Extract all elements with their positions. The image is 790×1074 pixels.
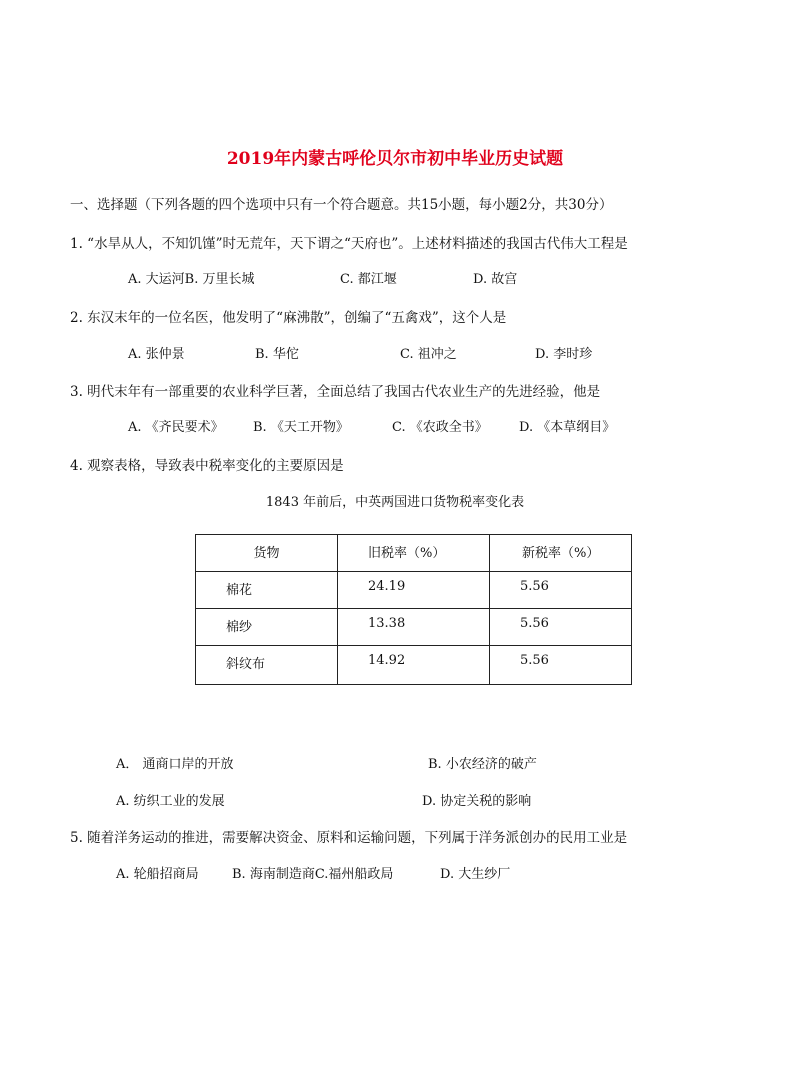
table-cell: 5.56 (490, 572, 632, 609)
table-cell: 棉纱 (196, 609, 338, 646)
table-row (196, 646, 632, 685)
table-cell: 棉花 (196, 572, 338, 609)
table-cell: 24.19 (338, 572, 490, 609)
tax-rate-table (195, 534, 632, 685)
question-5-stem: 5. 随着洋务运动的推进，需要解决资金、原料和运输问题，下列属于洋务派创办的民用工业是 (70, 830, 628, 846)
page-title: 2019年内蒙古呼伦贝尔市初中毕业历史试题 (226, 149, 564, 169)
question-2-stem: 2. 东汉末年的一位名医，他发明了“麻沸散”，创编了“五禽戏”，这个人是 (70, 310, 507, 326)
question-4-option-b: B. 小农经济的破产 (428, 757, 537, 772)
question-5-option-bc: B. 海南制造商C.福州船政局 (232, 867, 394, 882)
section-heading: 一、选择题（下列各题的四个选项中只有一个符合题意。共15小题，每小题2分，共30分） (70, 197, 613, 213)
question-1-option-d: D. 故宫 (473, 272, 518, 287)
question-1-stem: 1. “水旱从人，不知饥馑”时无荒年，天下谓之“天府也”。上述材料描述的我国古代伟大工程是 (70, 236, 628, 252)
table-header-cell: 旧税率（%） (338, 535, 490, 572)
table-header-cell: 新税率（%） (490, 535, 632, 572)
question-2-option-d: D. 李时珍 (535, 347, 593, 362)
question-1-option-c: C. 都江堰 (340, 272, 397, 287)
table-header-cell: 货物 (196, 535, 338, 572)
table-cell: 14.92 (338, 646, 490, 685)
question-3-stem: 3. 明代末年有一部重要的农业科学巨著，全面总结了我国古代农业生产的先进经验，他是 (70, 384, 601, 400)
question-1-option-ab: A. 大运河B. 万里长城 (128, 272, 255, 287)
question-3-option-c: C. 《农政全书》 (392, 420, 488, 435)
question-4-option-c: A. 纺织工业的发展 (116, 794, 225, 809)
question-5-option-d: D. 大生纱厂 (440, 867, 511, 882)
question-3-option-b: B. 《天工开物》 (253, 420, 349, 435)
question-2-option-b: B. 华佗 (255, 347, 299, 362)
question-2-option-c: C. 祖冲之 (400, 347, 457, 362)
question-5-option-a: A. 轮船招商局 (116, 867, 199, 882)
table-row (196, 609, 632, 646)
question-3-option-d: D. 《本草纲目》 (519, 420, 616, 435)
table-cell: 5.56 (490, 609, 632, 646)
table-cell: 5.56 (490, 646, 632, 685)
question-3-option-a: A. 《齐民要术》 (128, 420, 224, 435)
table-cell: 斜纹布 (196, 646, 338, 685)
question-4-option-a: A． 通商口岸的开放 (116, 757, 234, 772)
question-2-option-a: A. 张仲景 (128, 347, 185, 362)
question-4-option-d: D. 协定关税的影响 (422, 794, 532, 809)
table-header-row (196, 535, 632, 572)
question-4-stem: 4. 观察表格，导致表中税率变化的主要原因是 (70, 458, 344, 474)
table-row (196, 572, 632, 609)
table-cell: 13.38 (338, 609, 490, 646)
table-caption: 1843 年前后，中英两国进口货物税率变化表 (265, 495, 525, 510)
